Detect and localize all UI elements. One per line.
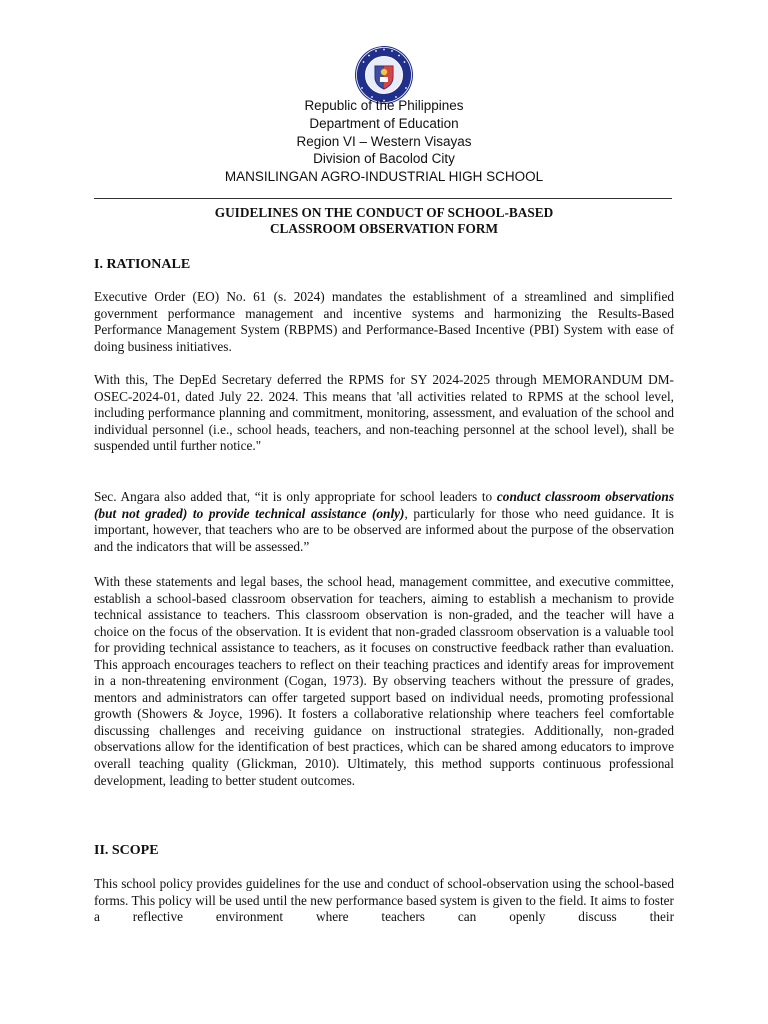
document-title-line-1: GUIDELINES ON THE CONDUCT OF SCHOOL-BASED bbox=[214, 205, 554, 220]
letterhead-school: MANSILINGAN AGRO-INDUSTRIAL HIGH SCHOOL bbox=[224, 169, 544, 185]
section-heading-rationale: I. RATIONALE bbox=[94, 257, 191, 272]
rationale-paragraph-3-emphasis: conduct classroom observations (but not graded) to provide technical assistance (only) bbox=[94, 489, 674, 521]
rationale-paragraph-4: With these statements and legal bases, the school head, management committee, and executive committee, establish a school-based classroom observation for teachers, aiming to establish a mechanism to provide technical assistance to teachers. This classroom observation is non-graded, and the teacher will have a choice on the focus of the observation. It is evident that non-graded classroom observation is a valuable tool for providing technical assistance to teachers, as it focuses on constructive feedback rather than evaluation. This approach encourages teachers to reflect on their teaching practices and identify areas for improvement in a non-threatening environment (Cogan, 1973). By observing teachers without the pressure of grades, mentors and administrators can offer targeted support based on individual needs, promoting professional growth (Showers & Joyce, 1996). It fosters a collaborative relationship where teachers feel comfortable discussing challenges and receiving guidance on instructional strategies. Additionally, non-graded observations allow for the identification of best practices, which can be shared among educators to improve overall teaching quality (Glickman, 2010). Ultimately, this method supports continuous professional development, leading to better student outcomes. bbox=[94, 574, 674, 788]
letterhead-republic: Republic of the Philippines bbox=[304, 98, 464, 113]
document-title bbox=[0, 205, 768, 237]
scope-paragraph-1: This school policy provides guidelines for the use and conduct of school-observation using the school-based forms. This policy will be used until the new performance based system is given to the field. It aims to foster a reflective environment where teachers can openly discuss their bbox=[94, 876, 674, 925]
rationale-paragraph-1: Executive Order (EO) No. 61 (s. 2024) mandates the establishment of a streamlined and simplified government performance management and incentive systems and harmonizing the Results-Based Performance Management System (RBPMS) and Performance-Based Incentive (PBI) System with ease of doing business initiatives. bbox=[94, 289, 674, 354]
rationale-paragraph-3 bbox=[94, 489, 674, 555]
document-title-line-2: CLASSROOM OBSERVATION FORM bbox=[269, 221, 499, 236]
rationale-paragraph-3-lead: Sec. Angara also added that, “it is only appropriate for school leaders to bbox=[94, 489, 497, 504]
rationale-paragraph-2: With this, The DepEd Secretary deferred the RPMS for SY 2024-2025 through MEMORANDUM DM-OSEC-2024-01, dated July 22. 2024. This means that 'all activities related to RPMS at the school level, including performance planning and commitment, monitoring, assessment, and evaluation of the school and individual personnel (i.e., school heads, teachers, and non-teaching personnel at the school level), shall be suspended until further notice." bbox=[94, 372, 674, 454]
letterhead-department: Department of Education bbox=[309, 115, 459, 131]
deped-seal-logo bbox=[354, 45, 414, 105]
section-heading-scope: II. SCOPE bbox=[94, 843, 159, 858]
letterhead bbox=[0, 97, 768, 186]
header-divider bbox=[94, 198, 672, 199]
rationale-paragraph-3-tail: , particularly for those who need guidance. It is important, however, that teachers who are to be observed are informed about the purpose of the observation and the indicators that will be assessed.” bbox=[94, 505, 674, 554]
letterhead-region: Region VI – Western Visayas bbox=[296, 133, 472, 149]
letterhead-division: Division of Bacolod City bbox=[313, 151, 455, 167]
